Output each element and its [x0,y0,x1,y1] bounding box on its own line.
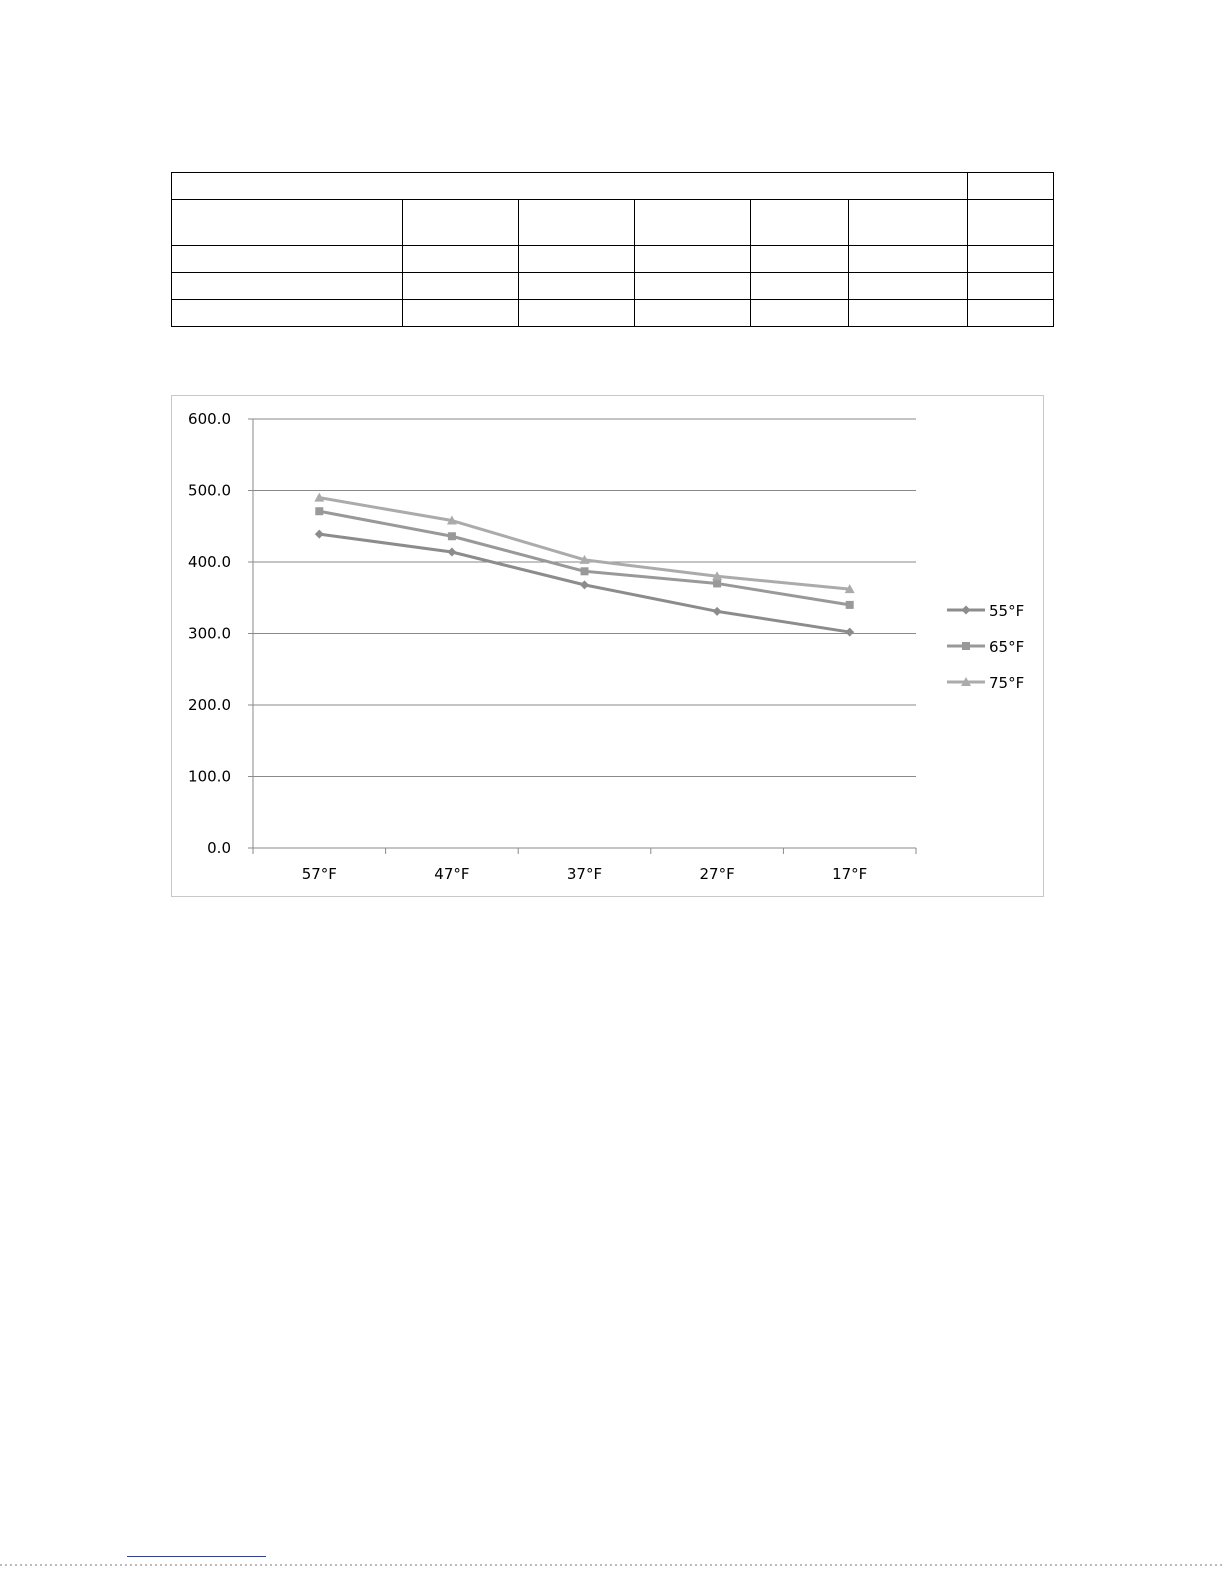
table-cell [403,300,519,327]
table-cell [968,273,1054,300]
page-footer-line [0,1563,1225,1567]
y-tick-label: 400.0 [188,553,231,571]
table-cell [172,200,403,246]
table-cell [403,200,519,246]
chart-canvas [172,396,1043,896]
line-chart [171,395,1044,897]
table-cell [849,273,968,300]
x-tick-label: 27°F [699,865,735,883]
data-point [315,530,324,539]
table-cell [403,273,519,300]
y-tick-label: 100.0 [188,767,231,786]
table-header-cell [968,173,1054,200]
table-cell [172,300,403,327]
legend-marker [962,606,971,615]
legend-label: 55°F [989,602,1025,620]
table-cell [968,246,1054,273]
gridlines [248,419,916,848]
data-point [845,628,854,637]
table-cell [751,300,849,327]
y-tick-label: 300.0 [188,624,231,643]
table-cell [635,200,751,246]
table-row [172,273,1054,300]
table-cell [519,273,635,300]
y-tick-label: 0.0 [207,839,231,857]
data-point [713,607,722,616]
table-cell [968,300,1054,327]
axes [188,410,916,883]
table-cell [751,273,849,300]
data-point [581,567,589,575]
table-cell [751,200,849,246]
x-tick-label: 17°F [832,865,868,883]
data-table [171,172,1054,327]
data-point [448,532,456,540]
data-point [447,547,456,556]
y-tick-label: 200.0 [188,696,231,714]
series-lines [314,493,854,637]
table-cell [849,300,968,327]
data-point [846,601,854,609]
y-tick-label: 500.0 [188,481,231,500]
data-point [713,579,721,587]
table-cell [635,300,751,327]
table-cell [403,246,519,273]
legend-label: 75°F [989,674,1025,692]
x-tick-label: 37°F [566,865,603,883]
table-cell [519,300,635,327]
x-tick-label: 57°F [301,865,337,883]
table-cell [172,246,403,273]
legend-label: 65°F [989,638,1025,656]
legend [947,602,1024,692]
table-cell [172,273,403,300]
legend-marker [962,642,970,650]
table-row [172,246,1054,273]
y-tick-label: 600.0 [188,410,231,428]
table-cell [635,246,751,273]
table-cell [751,246,849,273]
data-point [315,507,323,515]
table-cell [849,246,968,273]
data-point [580,580,589,589]
table-cell [968,200,1054,246]
footnote-separator [127,1556,266,1557]
table-cell [849,200,968,246]
table-cell [519,246,635,273]
x-tick-label: 47°F [434,865,470,883]
table-cell [635,273,751,300]
table-row [172,300,1054,327]
table-header-cell [172,173,968,200]
table-cell [519,200,635,246]
